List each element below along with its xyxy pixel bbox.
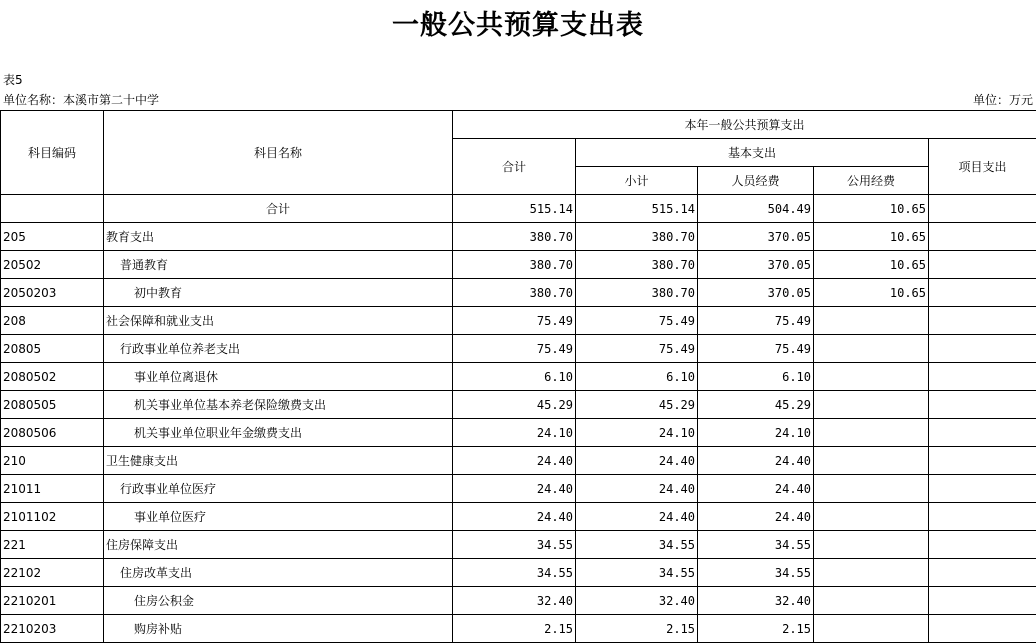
table-row <box>1 251 1036 279</box>
row-personnel: 370.05 <box>698 279 814 307</box>
table-row <box>1 391 1036 419</box>
row-public <box>814 587 929 615</box>
row-name: 机关事业单位职业年金缴费支出 <box>104 419 453 447</box>
row-total: 24.10 <box>453 419 576 447</box>
row-public <box>814 419 929 447</box>
row-project <box>929 531 1036 559</box>
row-personnel: 34.55 <box>698 559 814 587</box>
header-basic: 基本支出 <box>576 139 929 167</box>
table-row <box>1 503 1036 531</box>
row-total: 24.40 <box>453 503 576 531</box>
row-total: 32.40 <box>453 587 576 615</box>
row-name: 合计 <box>104 195 453 223</box>
row-subtotal: 34.55 <box>576 531 698 559</box>
budget-expenditure-table <box>0 110 1036 643</box>
row-subtotal: 380.70 <box>576 279 698 307</box>
row-subtotal: 24.40 <box>576 447 698 475</box>
row-project <box>929 279 1036 307</box>
row-code: 2050203 <box>1 279 104 307</box>
unit-name-label: 单位名称：本溪市第二十中学 <box>3 93 160 107</box>
row-public <box>814 559 929 587</box>
row-name: 住房公积金 <box>104 587 453 615</box>
row-public: 10.65 <box>814 195 929 223</box>
row-subtotal: 75.49 <box>576 307 698 335</box>
table-row <box>1 447 1036 475</box>
row-subtotal: 380.70 <box>576 223 698 251</box>
table-row <box>1 419 1036 447</box>
row-subtotal: 34.55 <box>576 559 698 587</box>
row-total: 6.10 <box>453 363 576 391</box>
row-personnel: 24.10 <box>698 419 814 447</box>
row-personnel: 2.15 <box>698 615 814 643</box>
row-name: 教育支出 <box>104 223 453 251</box>
header-subtotal: 小计 <box>576 167 698 195</box>
row-code: 21011 <box>1 475 104 503</box>
row-name: 购房补贴 <box>104 615 453 643</box>
header-total: 合计 <box>453 139 576 195</box>
row-subtotal: 2.15 <box>576 615 698 643</box>
row-project <box>929 615 1036 643</box>
row-total: 24.40 <box>453 475 576 503</box>
row-code: 210 <box>1 447 104 475</box>
row-name: 事业单位离退休 <box>104 363 453 391</box>
row-name: 事业单位医疗 <box>104 503 453 531</box>
row-code: 22102 <box>1 559 104 587</box>
table-row <box>1 223 1036 251</box>
header-public: 公用经费 <box>814 167 929 195</box>
row-project <box>929 223 1036 251</box>
table-number: 表5 <box>3 73 23 87</box>
row-subtotal: 515.14 <box>576 195 698 223</box>
row-name: 行政事业单位养老支出 <box>104 335 453 363</box>
table-row <box>1 195 1036 223</box>
row-code: 2101102 <box>1 503 104 531</box>
row-project <box>929 419 1036 447</box>
row-total: 380.70 <box>453 251 576 279</box>
row-name: 普通教育 <box>104 251 453 279</box>
page-title: 一般公共预算支出表 <box>392 10 644 41</box>
row-total: 380.70 <box>453 279 576 307</box>
row-personnel: 24.40 <box>698 503 814 531</box>
row-project <box>929 335 1036 363</box>
row-name: 住房改革支出 <box>104 559 453 587</box>
header-name: 科目名称 <box>104 111 453 195</box>
row-personnel: 24.40 <box>698 475 814 503</box>
row-personnel: 370.05 <box>698 251 814 279</box>
table-row <box>1 615 1036 643</box>
row-project <box>929 559 1036 587</box>
row-subtotal: 24.40 <box>576 503 698 531</box>
row-personnel: 32.40 <box>698 587 814 615</box>
header-current-year: 本年一般公共预算支出 <box>453 111 1036 139</box>
row-personnel: 6.10 <box>698 363 814 391</box>
table-row <box>1 475 1036 503</box>
row-subtotal: 75.49 <box>576 335 698 363</box>
row-public <box>814 615 929 643</box>
row-public <box>814 391 929 419</box>
row-code: 2210203 <box>1 615 104 643</box>
row-subtotal: 380.70 <box>576 251 698 279</box>
row-subtotal: 45.29 <box>576 391 698 419</box>
table-row <box>1 531 1036 559</box>
row-personnel: 75.49 <box>698 307 814 335</box>
row-subtotal: 24.10 <box>576 419 698 447</box>
row-public <box>814 531 929 559</box>
row-public <box>814 335 929 363</box>
table-row <box>1 363 1036 391</box>
row-personnel: 34.55 <box>698 531 814 559</box>
row-project <box>929 195 1036 223</box>
header-code: 科目编码 <box>1 111 104 195</box>
table-row <box>1 279 1036 307</box>
row-subtotal: 32.40 <box>576 587 698 615</box>
row-personnel: 75.49 <box>698 335 814 363</box>
row-total: 380.70 <box>453 223 576 251</box>
row-personnel: 370.05 <box>698 223 814 251</box>
header-project: 项目支出 <box>929 139 1036 195</box>
row-public: 10.65 <box>814 251 929 279</box>
row-code: 2080505 <box>1 391 104 419</box>
row-public <box>814 307 929 335</box>
row-project <box>929 307 1036 335</box>
row-total: 24.40 <box>453 447 576 475</box>
row-total: 45.29 <box>453 391 576 419</box>
row-project <box>929 475 1036 503</box>
currency-unit-label: 单位：万元 <box>972 93 1033 107</box>
row-code <box>1 195 104 223</box>
table-row <box>1 587 1036 615</box>
row-public <box>814 503 929 531</box>
row-project <box>929 391 1036 419</box>
table-row <box>1 335 1036 363</box>
row-code: 205 <box>1 223 104 251</box>
row-total: 34.55 <box>453 531 576 559</box>
row-personnel: 24.40 <box>698 447 814 475</box>
row-personnel: 504.49 <box>698 195 814 223</box>
row-project <box>929 251 1036 279</box>
row-code: 2210201 <box>1 587 104 615</box>
row-name: 卫生健康支出 <box>104 447 453 475</box>
row-project <box>929 363 1036 391</box>
row-public: 10.65 <box>814 279 929 307</box>
row-code: 2080502 <box>1 363 104 391</box>
row-name: 初中教育 <box>104 279 453 307</box>
row-project <box>929 447 1036 475</box>
row-public <box>814 447 929 475</box>
row-code: 221 <box>1 531 104 559</box>
row-code: 20502 <box>1 251 104 279</box>
row-project <box>929 587 1036 615</box>
row-code: 2080506 <box>1 419 104 447</box>
row-project <box>929 503 1036 531</box>
row-subtotal: 24.40 <box>576 475 698 503</box>
row-total: 34.55 <box>453 559 576 587</box>
row-personnel: 45.29 <box>698 391 814 419</box>
row-name: 住房保障支出 <box>104 531 453 559</box>
row-total: 75.49 <box>453 307 576 335</box>
row-public <box>814 475 929 503</box>
row-total: 75.49 <box>453 335 576 363</box>
row-public: 10.65 <box>814 223 929 251</box>
table-row <box>1 307 1036 335</box>
row-name: 社会保障和就业支出 <box>104 307 453 335</box>
row-code: 20805 <box>1 335 104 363</box>
row-public <box>814 363 929 391</box>
row-total: 2.15 <box>453 615 576 643</box>
table-row <box>1 559 1036 587</box>
row-name: 行政事业单位医疗 <box>104 475 453 503</box>
row-total: 515.14 <box>453 195 576 223</box>
header-personnel: 人员经费 <box>698 167 814 195</box>
row-name: 机关事业单位基本养老保险缴费支出 <box>104 391 453 419</box>
row-code: 208 <box>1 307 104 335</box>
row-subtotal: 6.10 <box>576 363 698 391</box>
